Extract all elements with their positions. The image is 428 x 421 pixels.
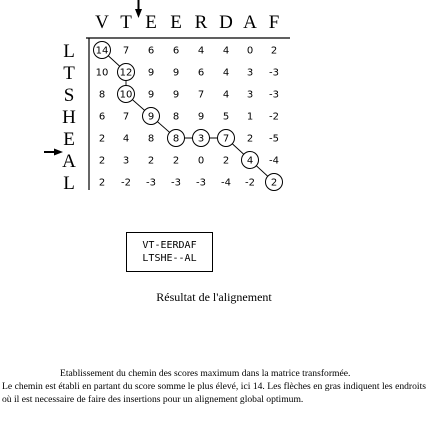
matrix-cell: 8 — [98, 89, 106, 101]
row-headers — [62, 41, 76, 194]
column-headers — [95, 12, 279, 33]
column-header: R — [194, 12, 208, 33]
caption-line-1: Etablissement du chemin des scores maximum dans la matrice transformée. — [60, 368, 351, 379]
matrix-cell: 2 — [246, 133, 254, 145]
result-line-2: LTSHE--AL — [142, 253, 197, 264]
matrix-cells — [94, 42, 283, 191]
matrix-cell: 6 — [98, 111, 106, 123]
matrix-cell: 0 — [246, 45, 254, 57]
matrix-cell: 2 — [98, 133, 106, 145]
matrix-cell: -2 — [245, 177, 255, 189]
column-header: A — [243, 12, 257, 33]
matrix-cell: 5 — [222, 111, 230, 123]
matrix-cell: 8 — [147, 133, 155, 145]
matrix-cell: 1 — [246, 111, 254, 123]
column-header: T — [120, 12, 132, 33]
row-header: E — [63, 129, 75, 150]
matrix-cell: 3 — [197, 133, 205, 145]
column-header: D — [219, 12, 233, 33]
matrix-cell: 4 — [222, 45, 230, 57]
matrix-cell: 2 — [222, 155, 230, 167]
column-header: F — [268, 12, 280, 33]
row-header: T — [63, 63, 75, 84]
matrix-cell: 9 — [147, 89, 155, 101]
matrix-cell: -3 — [269, 89, 279, 101]
matrix-cell: 6 — [172, 45, 180, 57]
matrix-cell: 7 — [122, 45, 130, 57]
matrix-cell: 7 — [197, 89, 205, 101]
insertion-arrow-column-head — [135, 9, 142, 18]
row-header: A — [62, 151, 76, 172]
matrix-cell: -4 — [221, 177, 231, 189]
alignment-result-box — [126, 232, 213, 272]
matrix-cell: 9 — [172, 89, 180, 101]
matrix-cell: -3 — [269, 67, 279, 79]
matrix-cell: 2 — [172, 155, 180, 167]
figure-caption — [2, 367, 426, 406]
matrix-cell: 8 — [172, 111, 180, 123]
row-header: L — [63, 41, 75, 62]
column-header: E — [145, 12, 157, 33]
matrix-cell: 4 — [197, 45, 205, 57]
result-caption: Résultat de l'alignement — [156, 290, 272, 304]
matrix-cell: 2 — [270, 177, 278, 189]
matrix-cell: 14 — [95, 45, 109, 57]
matrix-cell: 3 — [122, 155, 130, 167]
matrix-cell: -2 — [121, 177, 131, 189]
caption-body: Le chemin est établi en partant du score somme le plus élevé, ici 14. Les flèches en gras indiquent les endroits où il est necessaire de faire des insertions pour un alignement global optimum. — [2, 381, 426, 405]
matrix-cell: -3 — [196, 177, 206, 189]
matrix-cell: 9 — [197, 111, 205, 123]
matrix-cell: 4 — [122, 133, 130, 145]
matrix-cell: 4 — [222, 67, 230, 79]
matrix-cell: 2 — [147, 155, 155, 167]
matrix-cell: 7 — [122, 111, 130, 123]
matrix-cell: 12 — [119, 67, 133, 79]
row-header: S — [63, 85, 75, 106]
matrix-cell: 0 — [197, 155, 205, 167]
matrix-cell: 2 — [98, 177, 106, 189]
column-header: V — [95, 12, 109, 33]
matrix-cell: 6 — [197, 67, 205, 79]
matrix-cell: 3 — [246, 89, 254, 101]
matrix-cell: 2 — [98, 155, 106, 167]
matrix-cell: -5 — [269, 133, 279, 145]
matrix-cell: -3 — [171, 177, 181, 189]
matrix-cell: 3 — [246, 67, 254, 79]
matrix-cell: -3 — [146, 177, 156, 189]
matrix-cell: 10 — [119, 89, 133, 101]
matrix-cell: 9 — [147, 111, 155, 123]
matrix-cell: 8 — [172, 133, 180, 145]
matrix-cell: 9 — [147, 67, 155, 79]
column-header: E — [170, 12, 182, 33]
matrix-cell: 2 — [270, 45, 278, 57]
matrix-cell: -2 — [269, 111, 279, 123]
matrix-cell: 7 — [222, 133, 230, 145]
matrix-cell: -4 — [269, 155, 279, 167]
matrix-cell: 9 — [172, 67, 180, 79]
matrix-cell: 6 — [147, 45, 155, 57]
row-header: H — [62, 107, 76, 128]
result-line-1: VT-EERDAF — [142, 240, 197, 251]
row-header: L — [63, 173, 75, 194]
matrix-cell: 4 — [222, 89, 230, 101]
matrix-cell: 10 — [95, 67, 109, 79]
matrix-cell: 4 — [246, 155, 254, 167]
